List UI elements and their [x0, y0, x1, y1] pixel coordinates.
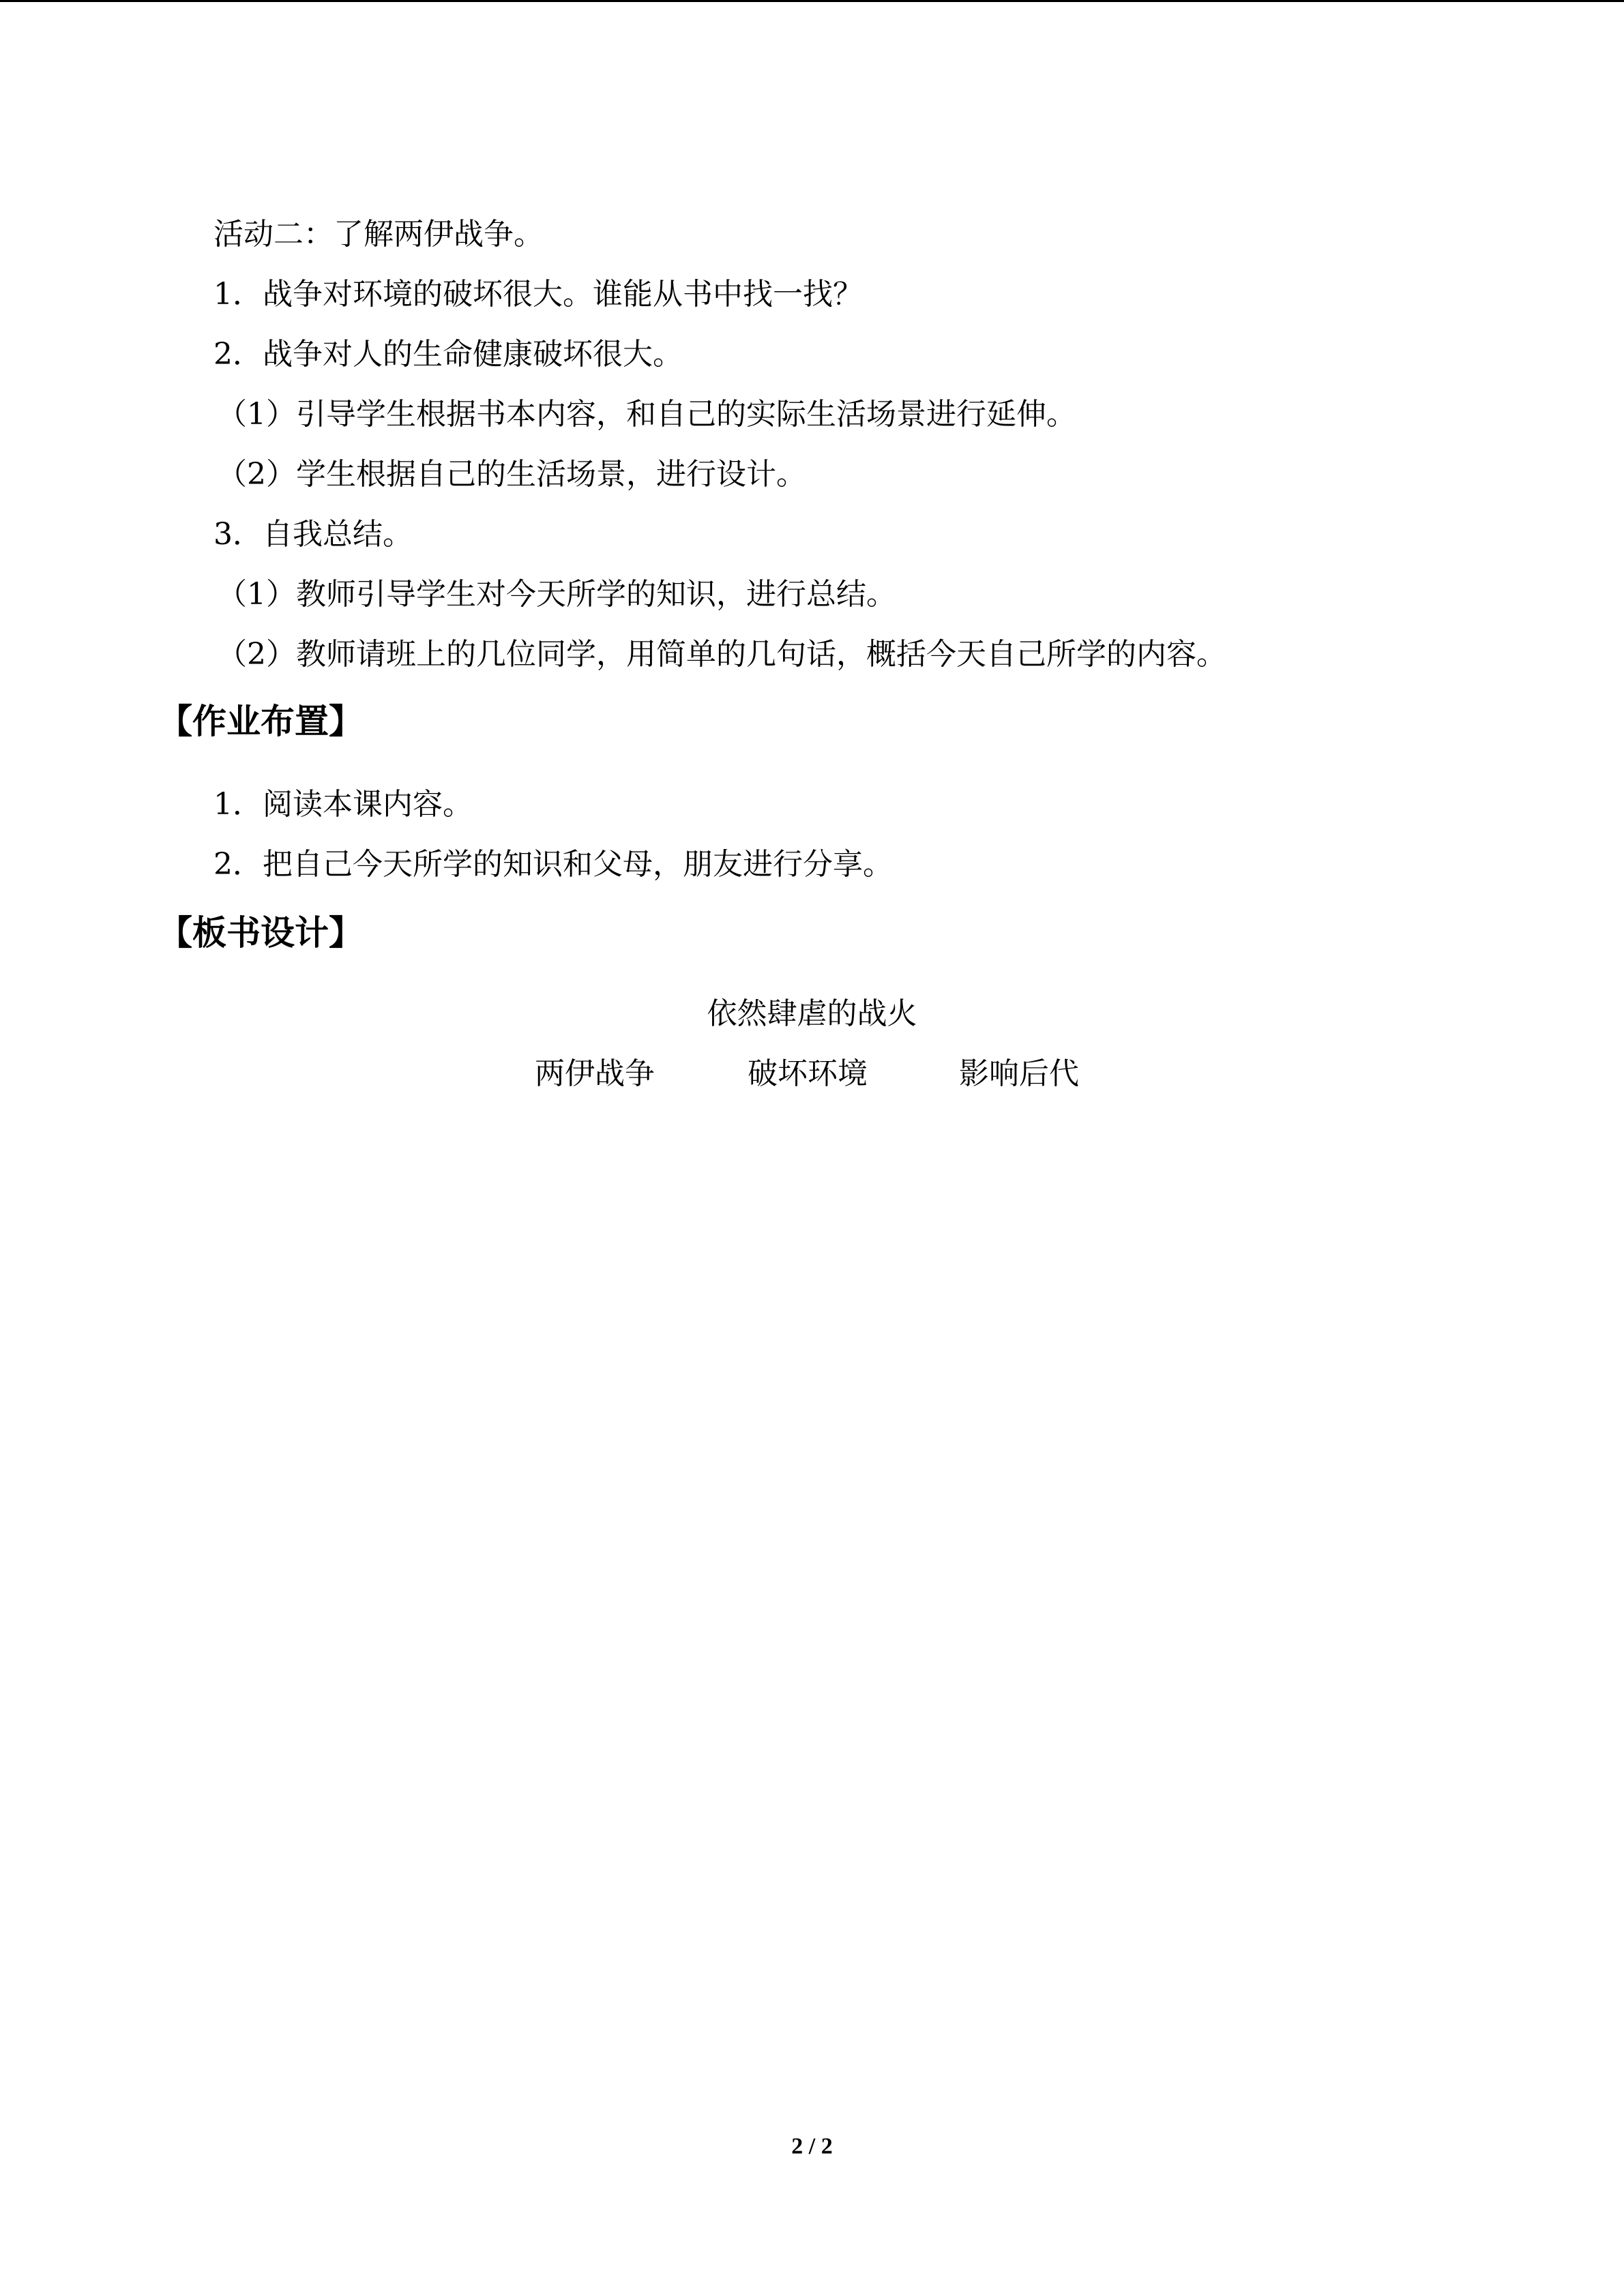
- activity-title: 活动二：了解两伊战争。: [213, 217, 544, 252]
- activity-item-2: 2．战争对人的生命健康破坏很大。: [213, 337, 683, 372]
- top-border-rule: [0, 0, 1624, 2]
- homework-heading: 【作业布置】: [158, 702, 363, 741]
- page-number: 2 / 2: [791, 2134, 833, 2159]
- activity-item-2-sub-1: （1）引导学生根据书本内容，和自己的实际生活场景进行延伸。: [217, 397, 1076, 432]
- activity-item-3-sub-1: （1）教师引导学生对今天所学的知识，进行总结。: [217, 577, 896, 612]
- homework-item-2: 2．把自己今天所学的知识和父母，朋友进行分享。: [213, 847, 893, 882]
- board-item-environment-damage: 破坏环境: [748, 1056, 868, 1091]
- homework-item-1: 1．阅读本课内容。: [213, 787, 473, 822]
- board-item-future-impact: 影响后代: [959, 1056, 1079, 1091]
- activity-item-3-sub-2: （2）教师请班上的几位同学，用简单的几句话，概括今天自己所学的内容。: [217, 637, 1226, 672]
- board-item-iran-iraq-war: 两伊战争: [535, 1056, 655, 1091]
- board-design-heading: 【板书设计】: [158, 913, 363, 953]
- activity-item-1: 1．战争对环境的破坏很大。谁能从书中找一找？: [213, 277, 863, 312]
- board-title: 依然肆虐的战火: [707, 996, 917, 1031]
- activity-item-3: 3．自我总结。: [213, 517, 413, 552]
- activity-item-2-sub-2: （2）学生根据自己的生活场景，进行设计。: [217, 457, 806, 492]
